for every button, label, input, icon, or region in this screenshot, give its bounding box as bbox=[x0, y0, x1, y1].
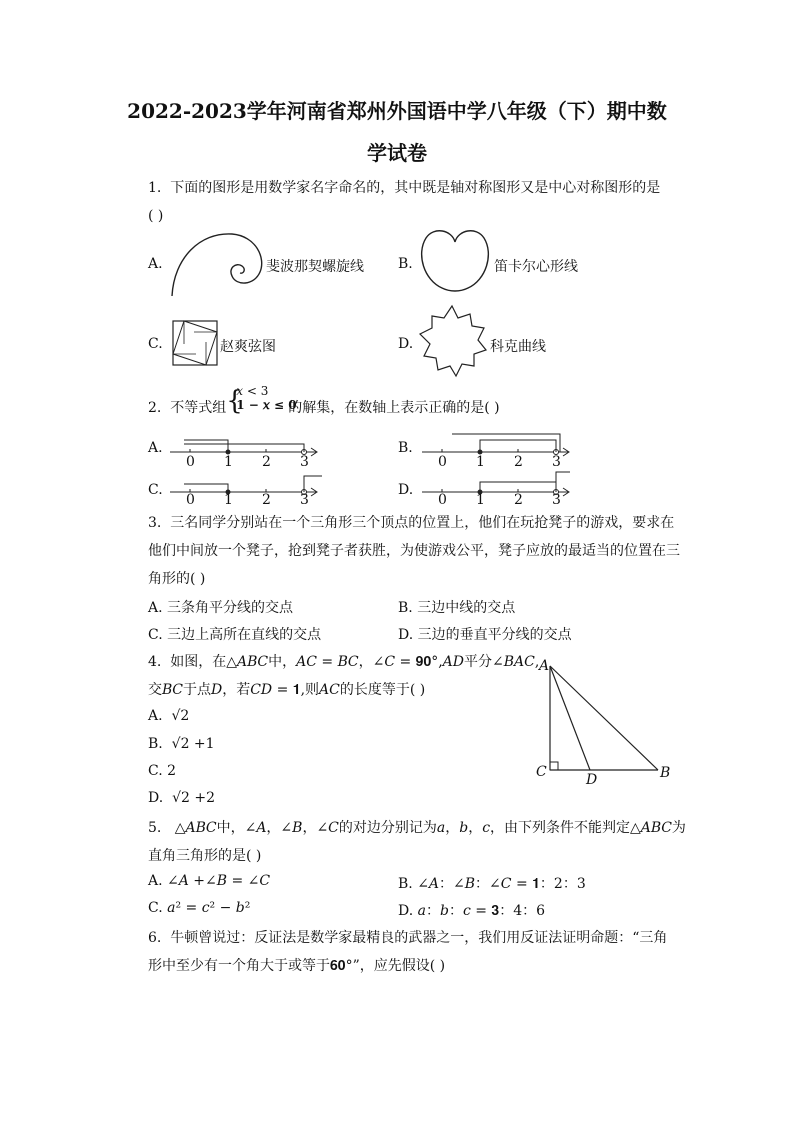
tick-label: 2 bbox=[262, 454, 271, 470]
tick-label: 2 bbox=[262, 492, 271, 508]
vertex-label-c: C bbox=[536, 764, 547, 780]
option-c-letter: C. bbox=[148, 482, 163, 498]
inequality-1: 𝑥 < 3 bbox=[236, 384, 269, 398]
question-number: 1. bbox=[148, 180, 162, 196]
vertex-label-a: A bbox=[539, 658, 550, 674]
inequality-2: 1 − 𝑥 ≤ 0 bbox=[236, 398, 297, 412]
option-d-letter: D. bbox=[398, 336, 414, 352]
option-b: B. 三边中线的交点 bbox=[398, 600, 516, 616]
answer-blank: ( ) bbox=[148, 208, 164, 224]
question-text-line2: 交𝐵𝐶于点𝐷，若𝐶𝐷 = 𝟏,则𝐴𝐶的长度等于( ) bbox=[148, 682, 426, 698]
tick-label: 3 bbox=[552, 454, 561, 470]
tick-label: 0 bbox=[186, 454, 195, 470]
option-b: B. ∠𝐴：∠𝐵：∠𝐶 = 𝟏：2：3 bbox=[398, 876, 586, 892]
page-title: 2022-2023学年河南省郑州外国语中学八年级（下）期中数 bbox=[127, 99, 667, 123]
vertex-label-d: D bbox=[586, 772, 598, 788]
tick-label: 1 bbox=[224, 492, 233, 508]
question-4 bbox=[148, 652, 539, 672]
option-b-letter: B. bbox=[398, 256, 413, 272]
question-text-post: 的解集，在数轴上表示正确的是( ) bbox=[288, 400, 500, 416]
question-number: 3. bbox=[148, 515, 162, 531]
option-d-label: 科克曲线 bbox=[490, 339, 546, 355]
tick-label: 2 bbox=[514, 492, 523, 508]
question-text: 三名同学分别站在一个三角形三个顶点的位置上，他们在玩抢凳子的游戏，要求在 bbox=[170, 515, 675, 531]
question-text-line3: 角形的( ) bbox=[148, 571, 206, 587]
question-number: 5. bbox=[148, 820, 162, 836]
question-text: 如图，在△𝐴𝐵𝐶中，𝐴𝐶 = 𝐵𝐶，∠𝐶 = 𝟗𝟎°,𝐴𝐷平分∠𝐵𝐴𝐶, bbox=[170, 654, 540, 670]
option-a: A. √2 bbox=[148, 708, 190, 724]
question-text-line2: 形中至少有一个角大于或等于𝟔𝟎°”，应先假设( ) bbox=[148, 958, 446, 974]
question-text: 下面的图形是用数学家名字命名的，其中既是轴对称图形又是中心对称图形的是 bbox=[170, 180, 661, 196]
question-text: △𝐴𝐵𝐶中，∠𝐴，∠𝐵，∠𝐶的对边分别记为𝑎，𝑏，𝑐，由下列条件不能判定△𝐴𝐵𝐶为 bbox=[174, 820, 686, 836]
option-c-label: 赵爽弦图 bbox=[220, 339, 276, 355]
tick-label: 0 bbox=[438, 492, 447, 508]
tick-label: 1 bbox=[476, 492, 485, 508]
tick-label: 3 bbox=[300, 454, 309, 470]
question-number: 2. bbox=[148, 400, 162, 416]
vertex-label-b: B bbox=[660, 765, 671, 781]
zhaoshuang-diagram-icon bbox=[172, 320, 218, 366]
koch-snowflake-icon bbox=[416, 304, 488, 380]
option-d: D. 𝑎：𝑏：𝑐 = 𝟑：4：6 bbox=[398, 903, 546, 919]
question-6 bbox=[148, 928, 667, 948]
tick-label: 1 bbox=[476, 454, 485, 470]
brace-icon: { bbox=[226, 386, 243, 416]
option-b-letter: B. bbox=[398, 440, 413, 456]
cardioid-icon bbox=[420, 228, 490, 294]
question-text-line2: 他们中间放一个凳子，抢到凳子者获胜，为使游戏公平，凳子应放的最适当的位置在三 bbox=[148, 543, 680, 559]
option-c: C. 𝑎² = 𝑐² − 𝑏² bbox=[148, 900, 251, 916]
tick-label: 3 bbox=[300, 492, 309, 508]
option-d-letter: D. bbox=[398, 482, 414, 498]
question-3 bbox=[148, 513, 674, 533]
question-text: 不等式组 bbox=[170, 400, 227, 416]
question-text: 牛顿曾说过：反证法是数学家最精良的武器之一，我们用反证法证明命题：“三角 bbox=[170, 930, 668, 946]
option-c: C. 三边上高所在直线的交点 bbox=[148, 627, 322, 643]
tick-label: 1 bbox=[224, 454, 233, 470]
question-1 bbox=[148, 178, 660, 198]
option-a: A. 三条角平分线的交点 bbox=[148, 600, 294, 616]
question-text-line2: 直角三角形的是( ) bbox=[148, 848, 262, 864]
question-number: 6. bbox=[148, 930, 162, 946]
page-title-line2: 学试卷 bbox=[367, 141, 427, 165]
question-2 bbox=[148, 384, 500, 418]
tick-label: 0 bbox=[438, 454, 447, 470]
question-number: 4. bbox=[148, 654, 162, 670]
option-c: C. 2 bbox=[148, 763, 177, 779]
option-b: B. √2 +1 bbox=[148, 736, 215, 752]
option-a-label: 斐波那契螺旋线 bbox=[266, 259, 364, 275]
question-5 bbox=[148, 818, 686, 838]
option-a-letter: A. bbox=[148, 440, 163, 456]
option-a-letter: A. bbox=[148, 256, 163, 272]
option-c-letter: C. bbox=[148, 336, 163, 352]
inequality-system bbox=[226, 384, 297, 418]
tick-label: 2 bbox=[514, 454, 523, 470]
tick-label: 3 bbox=[552, 492, 561, 508]
triangle-figure bbox=[530, 656, 680, 786]
option-d: D. 三边的垂直平分线的交点 bbox=[398, 627, 572, 643]
spiral-icon bbox=[170, 228, 265, 298]
option-d: D. √2 +2 bbox=[148, 790, 216, 806]
tick-label: 0 bbox=[186, 492, 195, 508]
option-b-label: 笛卡尔心形线 bbox=[494, 259, 578, 275]
option-a: A. ∠𝐴 +∠𝐵 = ∠𝐶 bbox=[148, 873, 271, 889]
